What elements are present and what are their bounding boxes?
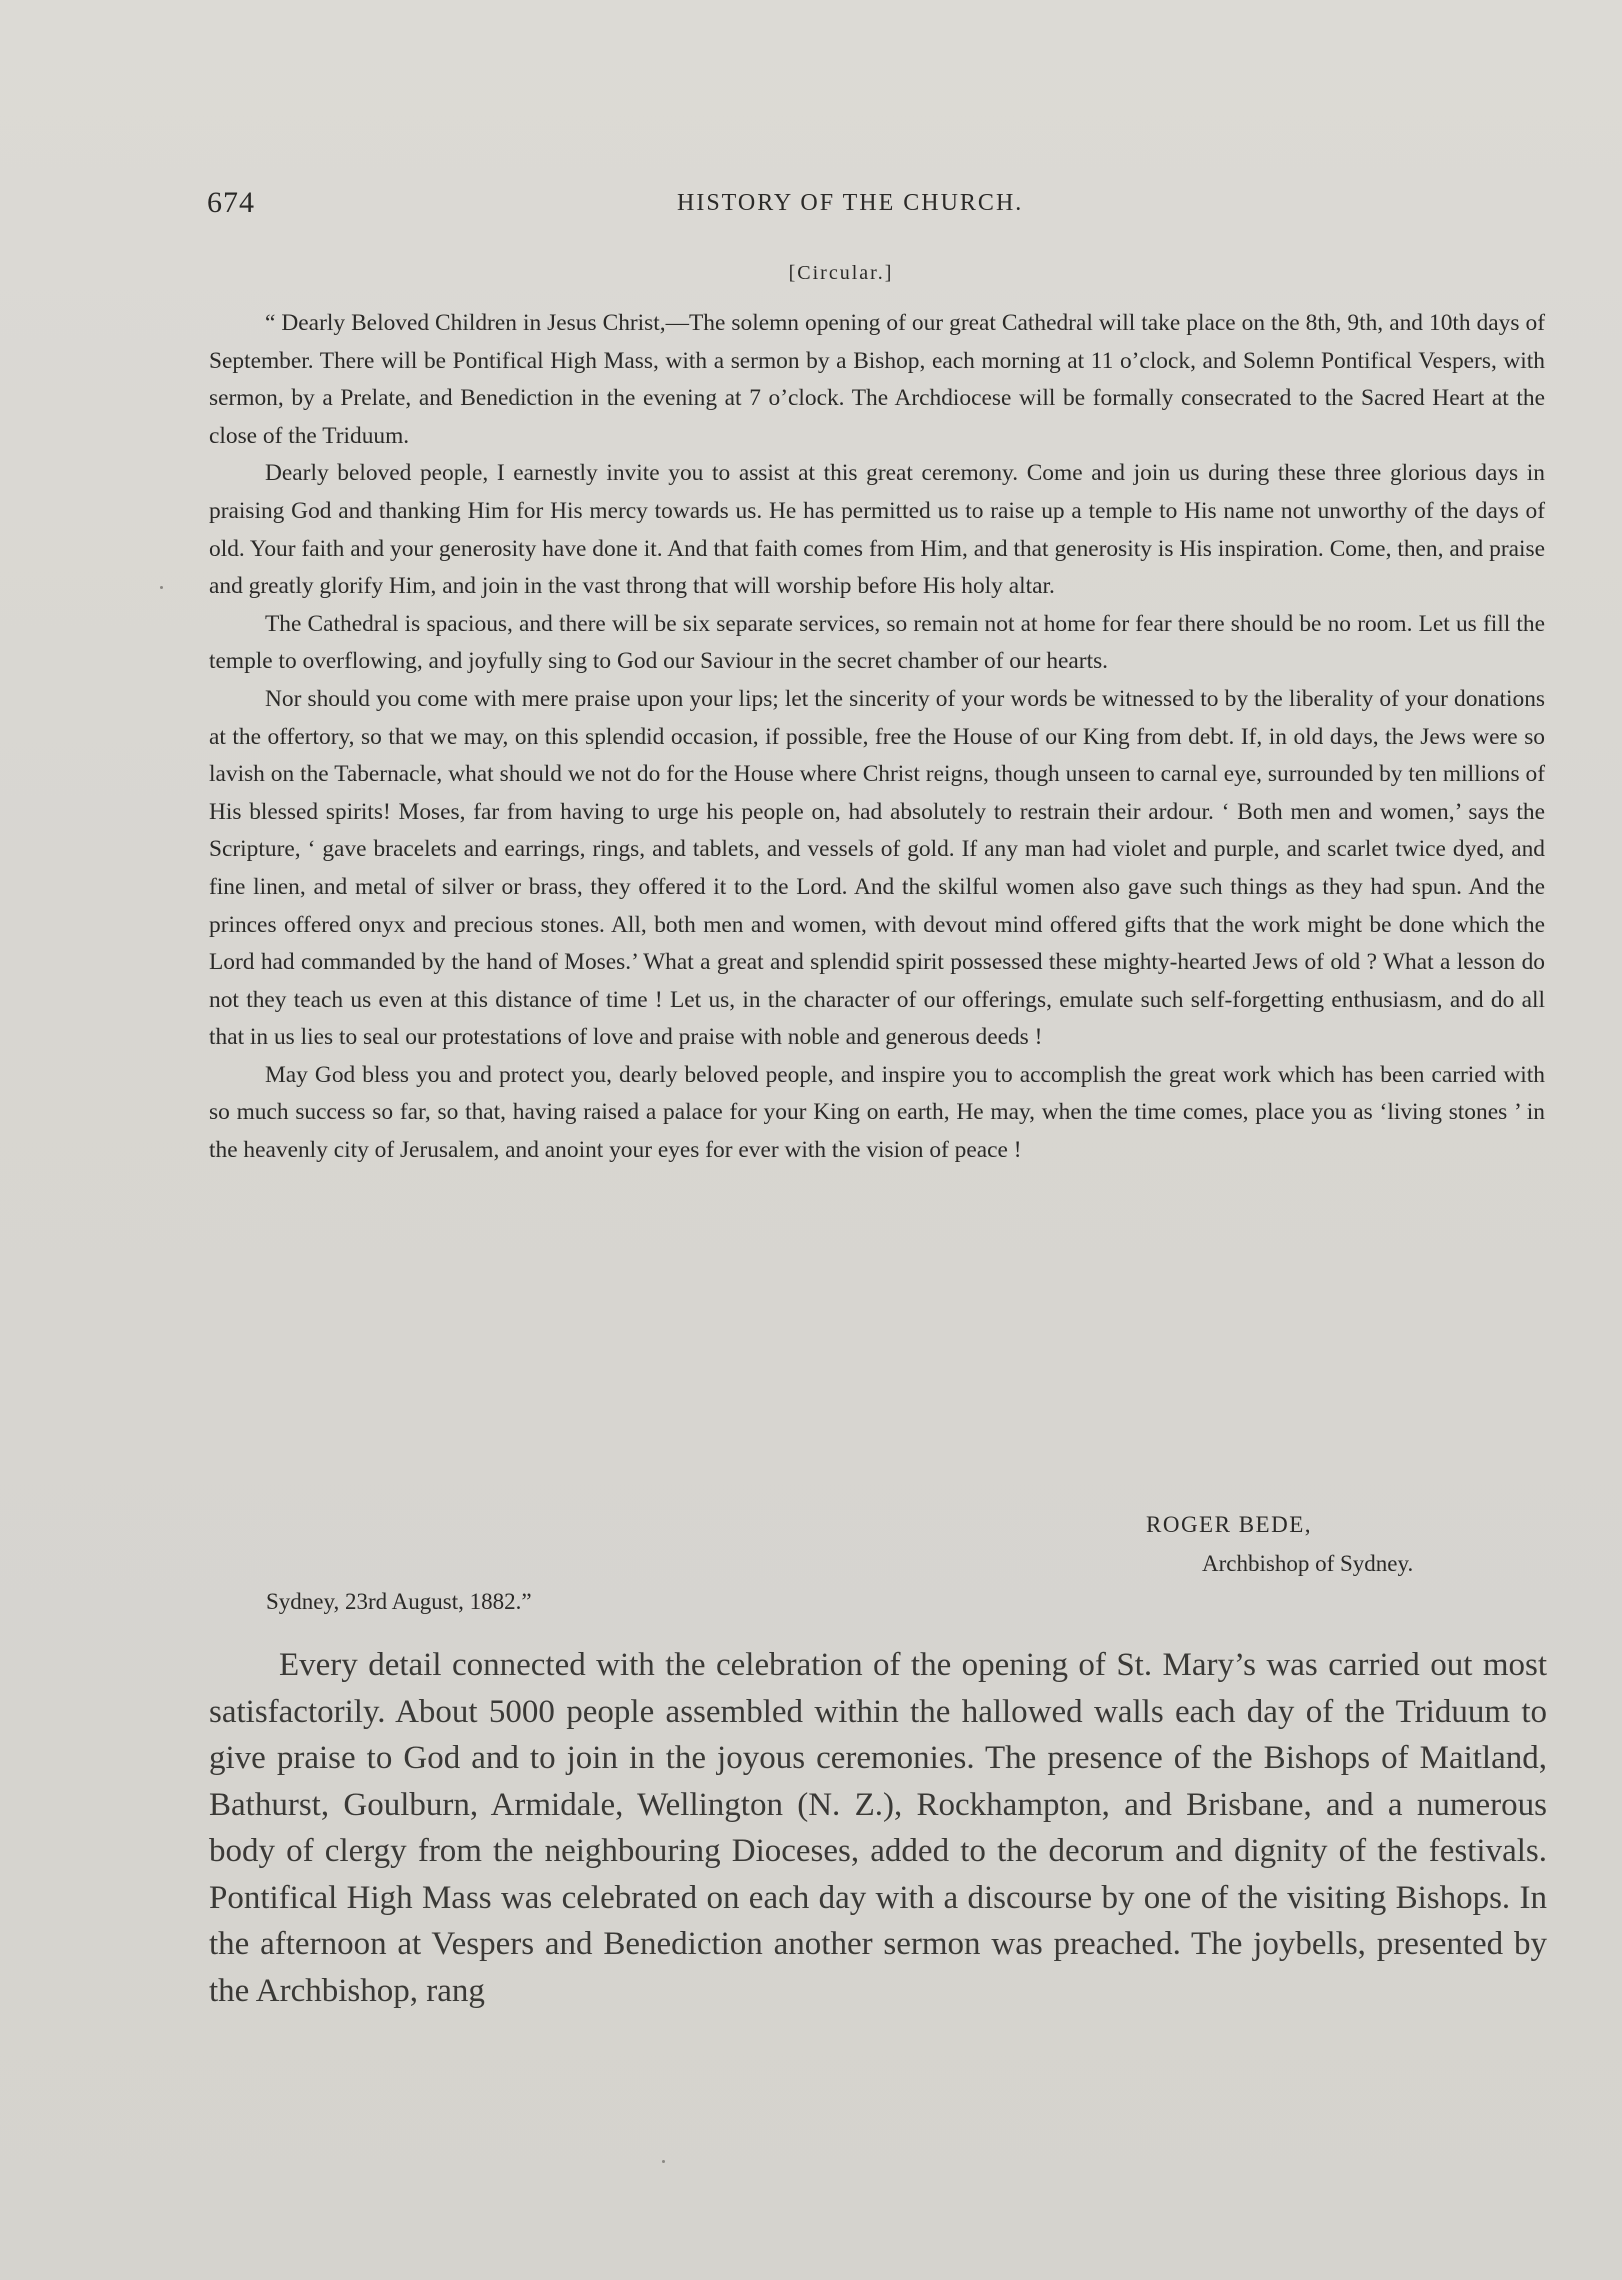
letter-paragraph: Dearly beloved people, I earnestly invite you to assist at this great ceremony. Come and join us during these three glorious days in praising God and thanking Him for His mercy towards us. He has permitted us to raise up a temple to His name not unworthy of the days of old. Your faith and your generosity have done it. And that faith comes from Him, and that generosity is His inspiration. Come, then, and praise and greatly glorify Him, and join in the vast throng that will worship before His holy altar. <box>209 460 1545 600</box>
circular-heading: [Circular.] <box>788 262 894 284</box>
narrative-paragraph: Every detail connected with the celebration of the opening of St. Mary’s was carried out most satisfactorily. About 5000 people assembled within the hallowed walls each day of the Triduum to give praise to God and to join in the joyous ceremonies. The presence of the Bishops of Maitland, Bathurst, Goulburn, Armidale, Wellington (N. Z.), Rockhampton, and Brisbane, and a numerous body of clergy from the neighbouring Dioceses, added to the decorum and dignity of the festivals. Pontifical High Mass was celebrated on each day with a discourse by one of the visiting Bishops. In the afternoon at Vespers and Benediction another sermon was preached. The joybells, presented by the Archbishop, rang <box>209 1647 1547 2009</box>
letter-paragraph: “ Dearly Beloved Children in Jesus Christ,—The solemn opening of our great Cathedral will take place on the 8th, 9th, and 10th days of September. There will be Pontifical High Mass, with a sermon by a Bishop, each morning at 11 o’clock, and Solemn Pontifical Vespers, with sermon, by a Prelate, and Benediction in the evening at 7 o’clock. The Archdiocese will be formally consecrated to the Sacred Heart at the close of the Triduum. <box>209 310 1545 449</box>
circular-letter <box>209 305 1545 1170</box>
letter-paragraph: May God bless you and protect you, dearly beloved people, and inspire you to accomplish the great work which has been carried with so much success so far, so that, having raised a palace for your King on earth, He may, when the time comes, place you as ‘living stones ’ in the heavenly city of Jerusalem, and anoint your eyes for ever with the vision of peace ! <box>209 1061 1545 1164</box>
letter-paragraph: Nor should you come with mere praise upon your lips; let the sincerity of your words be witnessed to by the liberality of your donations at the offertory, so that we may, on this splendid occasion, if possible, free the House of our King from debt. If, in old days, the Jews were so lavish on the Tabernacle, what should we not do for the House where Christ reigns, though unseen to carnal eye, surrounded by ten millions of His blessed spirits! Moses, far from having to urge his people on, had absolutely to restrain their ardour. ‘ Both men and women,’ says the Scripture, ‘ gave bracelets and earrings, rings, and tablets, and vessels of gold. If any man had violet and purple, and scarlet twice dyed, and fine linen, and metal of silver or brass, they offered it to the Lord. And the skilful women also gave such things as they had spun. And the princes offered onyx and precious stones. All, both men and women, with devout mind offered gifts that the work might be done which the Lord had commanded by the hand of Moses.’ What a great and splendid spirit possessed these mighty-hearted Jews of old ? What a lesson do not they teach us even at this distance of time ! Let us, in the character of our offerings, emulate such self-forgetting enthusiasm, and do all that in us lies to seal our protestations of love and praise with noble and generous deeds ! <box>209 685 1545 1051</box>
paper-speck <box>662 2160 665 2163</box>
letter-paragraph: The Cathedral is spacious, and there will be six separate services, so remain not at home for fear there should be no room. Let us fill the temple to overflowing, and joyfully sing to God our Saviour in the secret chamber of our hearts. <box>209 610 1545 675</box>
signature-name: ROGER BEDE, <box>1146 1512 1312 1537</box>
signature-title: Archbishop of Sydney. <box>1202 1551 1414 1576</box>
letter-dateline: Sydney, 23rd August, 1882.” <box>266 1589 532 1614</box>
paper-speck <box>160 586 163 589</box>
running-title: HISTORY OF THE CHURCH. <box>677 190 1024 216</box>
page-header <box>207 186 1547 226</box>
narrative-text <box>209 1642 1547 2014</box>
page-number: 674 <box>207 186 255 219</box>
